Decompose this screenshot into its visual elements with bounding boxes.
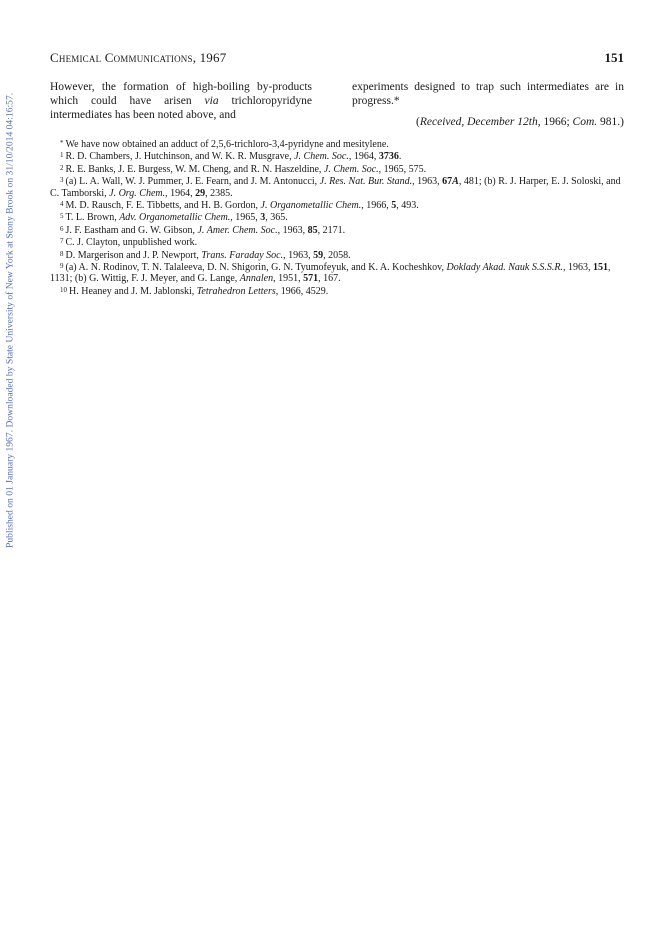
reference-marker: 9 [60, 262, 64, 271]
reference-item: $^7$ C. J. Clayton, unpublished work. [60, 237, 198, 249]
body-text-left-column: However, the formation of high-boiling by-products which could have arisen via trichloropyridyne intermediates has been noted above, and [50, 81, 312, 121]
reference-marker: 10 [60, 285, 67, 294]
reference-item: $^8$ D. Margerison and J. P. Newport, Trans. Faraday Soc., 1963, 59, 2058. [60, 249, 351, 261]
reference-marker: * [60, 139, 64, 147]
reference-item: $^9$ (a) A. N. Rodinov, T. N. Talaleeva, D. N. Shigorin, G. N. Tyumofeyuk, and K. A. Kocheshkov, Doklady Akad. Nauk S.S.S.R., 1963, 151, 1131; (b) G. Wittig, F. J. Meyer, and G. Lange, Annalen, 1951, 571, 167. [50, 262, 611, 285]
reference-item: $^4$ M. D. Rausch, F. E. Tibbetts, and H. B. Gordon, J. Organometallic Chem., 1966, 5, 493. [60, 200, 419, 212]
reference-marker: 7 [60, 237, 64, 246]
page-number: 151 [604, 50, 624, 65]
reference-item: $^2$ R. E. Banks, J. E. Burgess, W. M. Cheng, and R. N. Haszeldine, J. Chem. Soc., 1965, 575. [60, 163, 427, 175]
reference-item: $^5$ T. L. Brown, Adv. Organometallic Chem., 1965, 3, 365. [60, 212, 288, 224]
download-watermark: Published on 01 January 1967. Downloaded by State University of New York at Stony Brook on 31/10/2014 04:16:57. [4, 92, 16, 548]
reference-marker: 4 [60, 200, 64, 209]
reference-item: * We have now obtained an adduct of 2,5,6-trichloro-3,4-pyridyne and mesitylene. [60, 139, 389, 150]
reference-marker: 8 [60, 249, 64, 258]
reference-item: $^6$ J. F. Eastham and G. W. Gibson, J. Amer. Chem. Soc., 1963, 85, 2171. [60, 224, 346, 236]
body-text-right-column: experiments designed to trap such intermediates are in progress.* [352, 81, 624, 107]
reference-marker: 6 [60, 224, 64, 233]
reference-marker: 5 [60, 212, 64, 221]
reference-marker: 2 [60, 163, 64, 172]
reference-item: $^1$ R. D. Chambers, J. Hutchinson, and W. K. R. Musgrave, J. Chem. Soc., 1964, 3736. [60, 151, 402, 163]
page-header [50, 50, 624, 70]
received-date-line: (Received, December 12th, 1966; Com. 981.) [416, 116, 624, 128]
reference-item: $^{10}$ H. Heaney and J. M. Jablonski, Tetrahedron Letters, 1966, 4529. [60, 285, 329, 297]
reference-marker: 1 [60, 151, 64, 160]
reference-marker: 3 [60, 176, 64, 185]
reference-item: $^3$ (a) L. A. Wall, W. J. Pummer, J. E. Fearn, and J. M. Antonucci, J. Res. Nat. Bur. Stand., 1963, 67A, 481; (b) R. J. Harper, E. J. Soloski, and C. Tamborski, J. Org. Chem., 1964, 29, 2385. [50, 176, 621, 199]
references-list [50, 138, 624, 297]
journal-title: Chemical Communications, 1967 [50, 50, 227, 65]
